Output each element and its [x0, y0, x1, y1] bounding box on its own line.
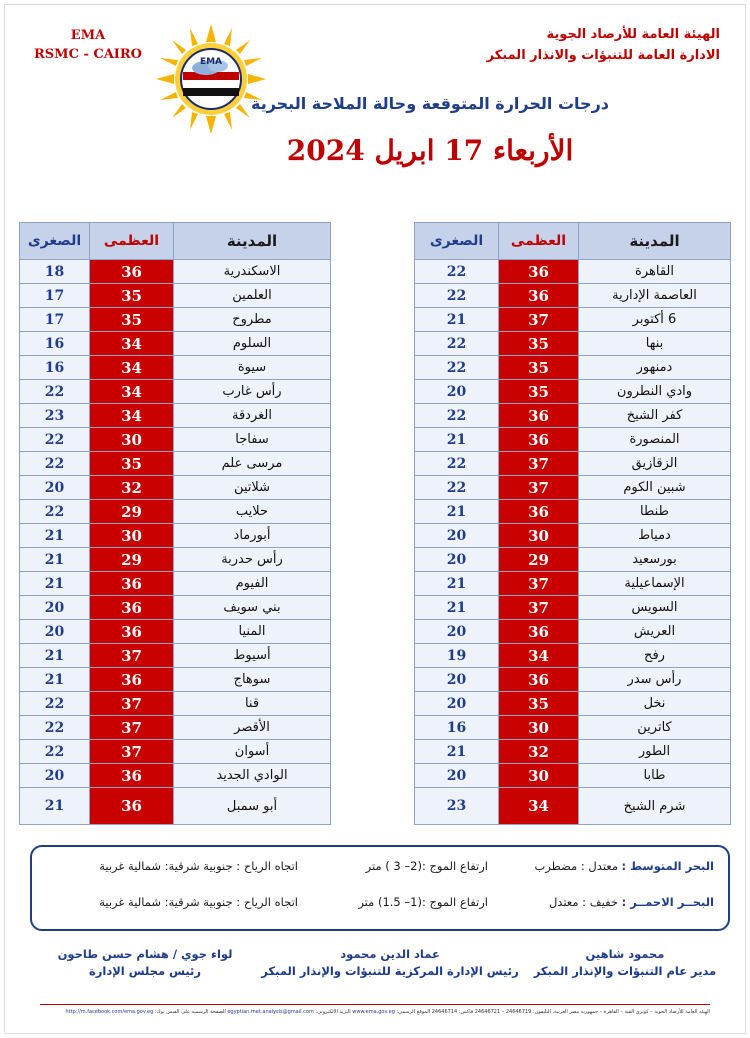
- min-temp: 20: [415, 548, 499, 572]
- min-temp: 20: [415, 380, 499, 404]
- min-temp: 22: [20, 692, 90, 716]
- city-name: رأس غارب: [174, 380, 331, 404]
- min-temp: 21: [20, 788, 90, 825]
- table-row: [415, 476, 731, 500]
- max-temp: 35: [90, 284, 174, 308]
- max-temp: 32: [499, 740, 579, 764]
- table-row: [20, 260, 331, 284]
- signatory-name: لواء جوي / هشام حسن طاحون: [57, 947, 233, 961]
- sea-label: البحر المتوسط :: [621, 859, 714, 873]
- department-name: الادارة العامة للتنبؤات والانذار المبكر: [486, 48, 720, 63]
- signature-middle: [260, 946, 520, 980]
- max-temp: 30: [90, 428, 174, 452]
- max-temp: 35: [499, 380, 579, 404]
- min-temp: 22: [20, 500, 90, 524]
- max-temp: 36: [499, 668, 579, 692]
- max-temp: 29: [499, 548, 579, 572]
- max-temp: 32: [90, 476, 174, 500]
- table-row: [20, 668, 331, 692]
- min-temp: 22: [20, 716, 90, 740]
- min-temp: 18: [20, 260, 90, 284]
- city-name: بورسعيد: [579, 548, 731, 572]
- max-temp: 36: [90, 764, 174, 788]
- table-row: [20, 332, 331, 356]
- max-temp: 37: [90, 692, 174, 716]
- city-name: بني سويف: [174, 596, 331, 620]
- ema-logo: [156, 24, 266, 134]
- table-row: [415, 740, 731, 764]
- table-row: [415, 452, 731, 476]
- city-name: أسيوط: [174, 644, 331, 668]
- signatory-title: مدير عام التنبؤات والإنذار المبكر: [533, 964, 717, 978]
- min-temp: 21: [415, 308, 499, 332]
- table-row: [415, 380, 731, 404]
- city-name: العاصمة الإدارية: [579, 284, 731, 308]
- max-temp: 36: [499, 620, 579, 644]
- forecast-table-right: [414, 222, 731, 825]
- table-row: [20, 404, 331, 428]
- max-temp: 30: [499, 524, 579, 548]
- table-row: [415, 788, 731, 825]
- min-temp: 20: [20, 476, 90, 500]
- min-temp: 22: [415, 356, 499, 380]
- table-row: [20, 380, 331, 404]
- facebook-label: الصفحة الرسمية على الفيس بوك:: [154, 1009, 226, 1015]
- wind-direction: اتجاه الرياح : جنوبية شرقية: شمالية غربية: [99, 895, 298, 909]
- max-temp: 36: [499, 428, 579, 452]
- min-temp: 22: [415, 260, 499, 284]
- wave-height: ارتفاع الموج :(2– 3 ) متر: [365, 859, 488, 873]
- city-name: القاهرة: [579, 260, 731, 284]
- city-name: سوهاج: [174, 668, 331, 692]
- table-row: [20, 356, 331, 380]
- city-name: المنيا: [174, 620, 331, 644]
- min-temp: 22: [415, 404, 499, 428]
- table-row: [20, 524, 331, 548]
- table-row: [20, 500, 331, 524]
- table-row: [415, 716, 731, 740]
- max-temp: 30: [499, 764, 579, 788]
- max-temp: 34: [499, 644, 579, 668]
- min-temp: 22: [20, 452, 90, 476]
- max-temp: 37: [499, 452, 579, 476]
- city-name: أسوان: [174, 740, 331, 764]
- email-link[interactable]: egyptian.met.analysis@gmail.com: [227, 1009, 314, 1015]
- sea-state-box: [30, 845, 730, 931]
- max-temp: 37: [90, 740, 174, 764]
- forecast-table-left: [19, 222, 331, 825]
- signatory-name: محمود شاهين: [585, 947, 665, 961]
- city-name: رأس حدربة: [174, 548, 331, 572]
- city-name: قنا: [174, 692, 331, 716]
- table-row: [415, 620, 731, 644]
- city-name: شلاتين: [174, 476, 331, 500]
- wave-height: ارتفاع الموج :(1– 1.5) متر: [358, 895, 488, 909]
- max-temp: 36: [90, 668, 174, 692]
- min-temp: 16: [20, 356, 90, 380]
- city-name: الفيوم: [174, 572, 331, 596]
- table-row: [20, 452, 331, 476]
- table-row: [415, 764, 731, 788]
- min-temp: 22: [415, 284, 499, 308]
- min-temp: 20: [20, 764, 90, 788]
- sea-label: البحــر الاحمــر :: [621, 895, 714, 909]
- table-row: [415, 644, 731, 668]
- min-temp: 20: [415, 692, 499, 716]
- max-temp: 37: [499, 308, 579, 332]
- city-name: الإسماعيلية: [579, 572, 731, 596]
- max-temp: 36: [90, 620, 174, 644]
- table-row: [415, 260, 731, 284]
- city-name: طنطا: [579, 500, 731, 524]
- table-row: [415, 500, 731, 524]
- logo-text: EMA: [199, 57, 223, 67]
- city-name: السويس: [579, 596, 731, 620]
- min-temp: 19: [415, 644, 499, 668]
- city-name: سفاجا: [174, 428, 331, 452]
- city-name: نخل: [579, 692, 731, 716]
- max-temp: 30: [499, 716, 579, 740]
- city-name: سيوة: [174, 356, 331, 380]
- max-temp: 30: [90, 524, 174, 548]
- max-temp: 34: [90, 404, 174, 428]
- header-min: الصغرى: [415, 223, 499, 260]
- max-temp: 36: [90, 596, 174, 620]
- min-temp: 21: [20, 668, 90, 692]
- min-temp: 20: [415, 620, 499, 644]
- city-name: 6 أكتوبر: [579, 308, 731, 332]
- table-row: [415, 668, 731, 692]
- max-temp: 29: [90, 500, 174, 524]
- min-temp: 21: [415, 500, 499, 524]
- table-row: [415, 548, 731, 572]
- table-header-row: [20, 223, 331, 260]
- min-temp: 20: [415, 668, 499, 692]
- header-right: [400, 24, 720, 66]
- min-temp: 21: [415, 428, 499, 452]
- min-temp: 20: [415, 764, 499, 788]
- city-name: الطور: [579, 740, 731, 764]
- city-name: شرم الشيخ: [579, 788, 731, 825]
- table-row: [20, 308, 331, 332]
- min-temp: 22: [20, 380, 90, 404]
- max-temp: 35: [90, 452, 174, 476]
- table-row: [20, 788, 331, 825]
- min-temp: 22: [20, 740, 90, 764]
- org-name: الهيئة العامة للأرصاد الجوية: [546, 27, 720, 42]
- table-row: [20, 548, 331, 572]
- table-row: [20, 740, 331, 764]
- max-temp: 29: [90, 548, 174, 572]
- table-row: [20, 596, 331, 620]
- max-temp: 34: [499, 788, 579, 825]
- city-name: أبو سمبل: [174, 788, 331, 825]
- max-temp: 35: [90, 308, 174, 332]
- table-row: [415, 596, 731, 620]
- max-temp: 34: [90, 356, 174, 380]
- max-temp: 35: [499, 356, 579, 380]
- sea-state: خفيف : معتدل: [548, 895, 618, 909]
- min-temp: 22: [20, 428, 90, 452]
- page-subtitle: درجات الحرارة المتوقعة وحالة الملاحة البحرية: [250, 94, 609, 113]
- website-link[interactable]: www.ema.gov.eg: [352, 1009, 395, 1015]
- header-city: المدينة: [174, 223, 331, 260]
- table-row: [415, 524, 731, 548]
- max-temp: 37: [90, 644, 174, 668]
- max-temp: 37: [499, 572, 579, 596]
- sea-state: معتدل : مضطرب: [534, 859, 618, 873]
- table-row: [415, 308, 731, 332]
- city-name: رأس سدر: [579, 668, 731, 692]
- city-name: الوادي الجديد: [174, 764, 331, 788]
- table-row: [20, 428, 331, 452]
- table-row: [20, 476, 331, 500]
- city-name: أبورماد: [174, 524, 331, 548]
- wind-direction: اتجاه الرياح : جنوبية شرقية: شمالية غربية: [99, 859, 298, 873]
- city-name: كاترين: [579, 716, 731, 740]
- header-city: المدينة: [579, 223, 731, 260]
- city-name: دمنهور: [579, 356, 731, 380]
- min-temp: 16: [20, 332, 90, 356]
- city-name: الاسكندرية: [174, 260, 331, 284]
- table-row: [20, 284, 331, 308]
- city-name: دمياط: [579, 524, 731, 548]
- min-temp: 21: [20, 644, 90, 668]
- min-temp: 16: [415, 716, 499, 740]
- city-name: وادي النطرون: [579, 380, 731, 404]
- table-row: [415, 428, 731, 452]
- table-row: [20, 620, 331, 644]
- city-name: شبين الكوم: [579, 476, 731, 500]
- max-temp: 36: [499, 404, 579, 428]
- min-temp: 21: [415, 596, 499, 620]
- table-row: [20, 716, 331, 740]
- max-temp: 35: [499, 332, 579, 356]
- min-temp: 20: [20, 620, 90, 644]
- city-name: المنصورة: [579, 428, 731, 452]
- table-row: [415, 332, 731, 356]
- city-name: كفر الشيخ: [579, 404, 731, 428]
- table-row: [20, 644, 331, 668]
- min-temp: 17: [20, 308, 90, 332]
- min-temp: 20: [20, 596, 90, 620]
- sea-row-mediterranean: [32, 859, 728, 883]
- email-label: البريد الالكتروني:: [315, 1009, 351, 1015]
- max-temp: 37: [90, 716, 174, 740]
- table-row: [415, 404, 731, 428]
- min-temp: 21: [20, 572, 90, 596]
- min-temp: 20: [415, 524, 499, 548]
- city-name: الزقازيق: [579, 452, 731, 476]
- min-temp: 23: [20, 404, 90, 428]
- max-temp: 37: [499, 596, 579, 620]
- max-temp: 34: [90, 380, 174, 404]
- max-temp: 36: [499, 284, 579, 308]
- header-max: العظمى: [90, 223, 174, 260]
- table-row: [20, 692, 331, 716]
- city-name: العريش: [579, 620, 731, 644]
- org-abbrev: EMA: [70, 28, 106, 43]
- max-temp: 36: [90, 260, 174, 284]
- table-row: [20, 764, 331, 788]
- table-header-row: [415, 223, 731, 260]
- min-temp: 21: [20, 548, 90, 572]
- table-row: [415, 356, 731, 380]
- header-left: [18, 26, 158, 64]
- signature-right: [510, 946, 740, 980]
- city-name: السلوم: [174, 332, 331, 356]
- max-temp: 36: [90, 572, 174, 596]
- min-temp: 22: [415, 332, 499, 356]
- max-temp: 36: [90, 788, 174, 825]
- sea-row-red: [32, 895, 728, 919]
- max-temp: 36: [499, 260, 579, 284]
- city-name: بنها: [579, 332, 731, 356]
- city-name: مرسى علم: [174, 452, 331, 476]
- city-name: الأقصر: [174, 716, 331, 740]
- min-temp: 22: [415, 452, 499, 476]
- min-temp: 21: [415, 740, 499, 764]
- table-row: [20, 572, 331, 596]
- footer-text: الهيئة العامة للأرصاد الجوية – كوبري القبة – القاهرة – جمهورية مصر العربية، التليفون: 24646719 – 24646721 فاكس: 24646714 الموقع الرسمي:: [396, 1009, 710, 1015]
- table-row: [415, 692, 731, 716]
- city-name: العلمين: [174, 284, 331, 308]
- header-max: العظمى: [499, 223, 579, 260]
- table-row: [415, 284, 731, 308]
- footer: [40, 1004, 710, 1015]
- max-temp: 34: [90, 332, 174, 356]
- city-name: مطروح: [174, 308, 331, 332]
- signature-left: [30, 946, 260, 980]
- min-temp: 23: [415, 788, 499, 825]
- signatory-name: عماد الدين محمود: [340, 947, 440, 961]
- table-row: [415, 572, 731, 596]
- max-temp: 36: [499, 500, 579, 524]
- signatory-title: رئيس الإدارة المركزية للتنبؤات والإنذار المبكر: [261, 964, 519, 978]
- facebook-link[interactable]: http://m.facebook.com/ema.gov.eg: [65, 1009, 154, 1015]
- header-min: الصغرى: [20, 223, 90, 260]
- min-temp: 22: [415, 476, 499, 500]
- signatory-title: رئيس مجلس الإدارة: [88, 964, 201, 978]
- city-name: رفح: [579, 644, 731, 668]
- min-temp: 17: [20, 284, 90, 308]
- city-name: الغردقة: [174, 404, 331, 428]
- forecast-date: الأربعاء 17 ابريل 2024: [286, 134, 574, 167]
- min-temp: 21: [20, 524, 90, 548]
- org-center: RSMC - CAIRO: [33, 47, 143, 62]
- city-name: حلايب: [174, 500, 331, 524]
- city-name: طابا: [579, 764, 731, 788]
- max-temp: 35: [499, 692, 579, 716]
- max-temp: 37: [499, 476, 579, 500]
- min-temp: 21: [415, 572, 499, 596]
